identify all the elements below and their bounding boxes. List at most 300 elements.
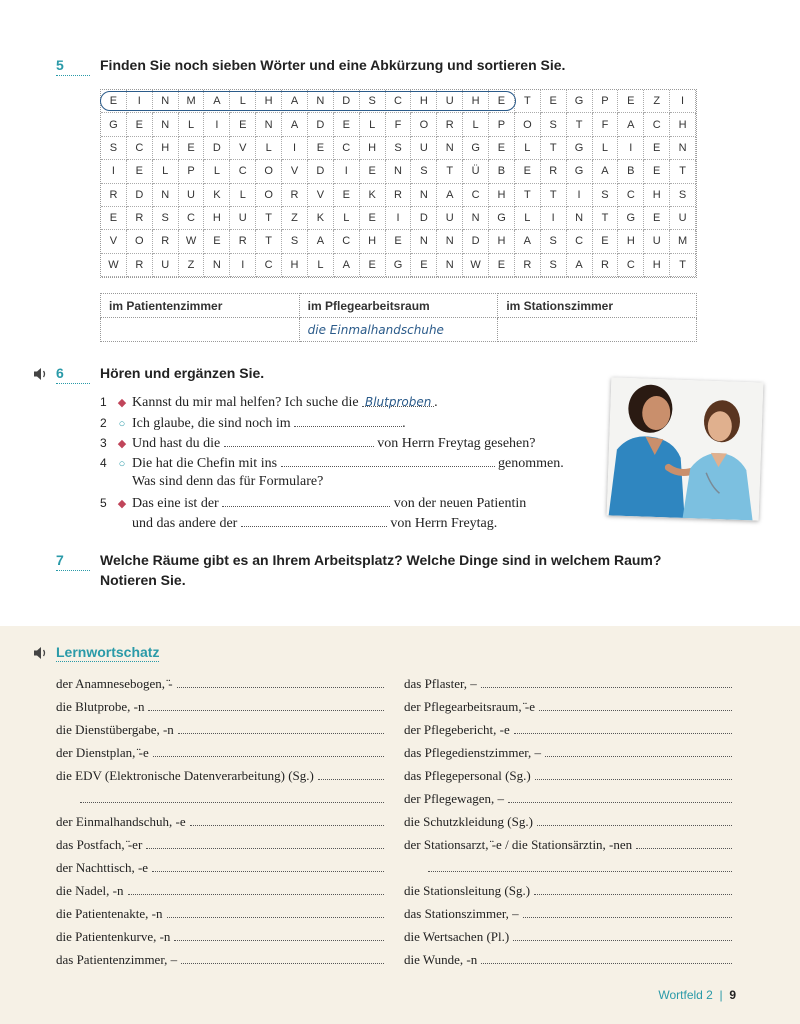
- grid-cell[interactable]: S: [101, 137, 127, 160]
- grid-cell[interactable]: P: [179, 160, 205, 183]
- blank-3[interactable]: [224, 432, 374, 447]
- grid-cell[interactable]: T: [670, 254, 696, 277]
- grid-cell[interactable]: E: [204, 230, 230, 253]
- grid-cell[interactable]: N: [437, 137, 463, 160]
- grid-cell[interactable]: S: [282, 230, 308, 253]
- grid-cell[interactable]: E: [515, 160, 541, 183]
- vocab-write-line[interactable]: [636, 847, 732, 849]
- grid-cell[interactable]: I: [670, 90, 696, 113]
- vocab-entry: [56, 922, 384, 945]
- vocab-write-line[interactable]: [167, 916, 385, 918]
- grid-cell[interactable]: E: [127, 113, 153, 136]
- grid-cell[interactable]: I: [541, 207, 567, 230]
- grid-cell[interactable]: T: [515, 184, 541, 207]
- grid-cell[interactable]: A: [282, 113, 308, 136]
- grid-cell[interactable]: Z: [179, 254, 205, 277]
- dialogue-line-5: 5 ◆ Das eine ist der von der neuen Patientin: [100, 492, 526, 514]
- grid-cell[interactable]: T: [515, 90, 541, 113]
- grid-cell[interactable]: I: [334, 160, 360, 183]
- vocab-write-line[interactable]: [539, 709, 732, 711]
- page-number: 9: [729, 988, 736, 1002]
- speaker-icon[interactable]: [33, 367, 49, 381]
- vocab-entry: [56, 945, 384, 968]
- grid-cell[interactable]: N: [411, 184, 437, 207]
- grid-cell[interactable]: R: [386, 184, 412, 207]
- vocab-entry: [56, 761, 384, 784]
- grid-cell[interactable]: A: [567, 254, 593, 277]
- grid-cell[interactable]: U: [411, 137, 437, 160]
- grid-cell[interactable]: L: [360, 113, 386, 136]
- vocab-write-line[interactable]: [178, 732, 384, 734]
- vocab-write-line[interactable]: [545, 755, 732, 757]
- grid-cell[interactable]: H: [644, 184, 670, 207]
- grid-cell[interactable]: V: [308, 184, 334, 207]
- grid-cell[interactable]: P: [593, 90, 619, 113]
- grid-cell[interactable]: H: [360, 137, 386, 160]
- grid-cell[interactable]: S: [153, 207, 179, 230]
- vocab-write-line[interactable]: [181, 962, 384, 964]
- grid-cell[interactable]: T: [670, 160, 696, 183]
- diamond-icon: ◆: [117, 438, 127, 450]
- grid-cell[interactable]: E: [179, 137, 205, 160]
- grid-cell[interactable]: G: [567, 90, 593, 113]
- dialogue-line-2: 2 ○ Ich glaube, die sind noch im .: [100, 412, 406, 434]
- grid-cell[interactable]: O: [256, 184, 282, 207]
- grid-cell[interactable]: H: [463, 90, 489, 113]
- grid-cell[interactable]: N: [153, 90, 179, 113]
- grid-cell[interactable]: S: [670, 184, 696, 207]
- grid-cell[interactable]: T: [541, 184, 567, 207]
- grid-cell[interactable]: I: [567, 184, 593, 207]
- grid-cell[interactable]: R: [127, 254, 153, 277]
- dialogue-line-5b: und das andere der von Herrn Freytag.: [100, 512, 497, 534]
- grid-cell[interactable]: U: [437, 207, 463, 230]
- vocab-write-line[interactable]: [514, 732, 732, 734]
- answer-cell-patientenzimmer[interactable]: [101, 318, 300, 342]
- vocab-term: die Wunde, -n: [404, 952, 478, 967]
- sort-table: [100, 293, 697, 342]
- vocab-write-line[interactable]: [128, 893, 384, 895]
- grid-cell[interactable]: O: [127, 230, 153, 253]
- grid-cell[interactable]: U: [644, 230, 670, 253]
- grid-cell[interactable]: C: [230, 160, 256, 183]
- grid-cell[interactable]: U: [437, 90, 463, 113]
- vocab-entry: [56, 715, 384, 738]
- grid-cell[interactable]: W: [101, 254, 127, 277]
- grid-cell[interactable]: E: [101, 90, 127, 113]
- diamond-icon: ◆: [117, 498, 127, 510]
- grid-cell[interactable]: I: [618, 137, 644, 160]
- grid-cell[interactable]: R: [541, 160, 567, 183]
- grid-cell[interactable]: I: [101, 160, 127, 183]
- grid-cell[interactable]: A: [618, 113, 644, 136]
- vocab-term: das Stationszimmer, –: [404, 906, 519, 921]
- vocab-entry: [56, 669, 384, 692]
- grid-cell[interactable]: A: [593, 160, 619, 183]
- blank-2[interactable]: [294, 412, 402, 427]
- grid-cell[interactable]: C: [256, 254, 282, 277]
- vocab-write-line[interactable]: [80, 801, 384, 803]
- grid-cell[interactable]: C: [618, 184, 644, 207]
- grid-cell[interactable]: T: [256, 230, 282, 253]
- vocab-term: die Nadel, -n: [56, 883, 124, 898]
- grid-cell[interactable]: C: [567, 230, 593, 253]
- grid-cell[interactable]: E: [411, 254, 437, 277]
- grid-cell[interactable]: H: [411, 90, 437, 113]
- grid-cell[interactable]: A: [308, 230, 334, 253]
- grid-cell[interactable]: D: [204, 137, 230, 160]
- grid-cell[interactable]: E: [644, 207, 670, 230]
- grid-cell[interactable]: E: [618, 90, 644, 113]
- vocab-term: das Pflegedienstzimmer, –: [404, 745, 542, 760]
- grid-cell[interactable]: K: [308, 207, 334, 230]
- grid-cell[interactable]: N: [411, 230, 437, 253]
- grid-cell[interactable]: C: [386, 90, 412, 113]
- exercise-7-title-line-1: Welche Räume gibt es an Ihrem Arbeitsplatz? Welche Dinge sind in welchem Raum?: [100, 552, 662, 568]
- grid-cell[interactable]: N: [437, 254, 463, 277]
- grid-cell[interactable]: E: [101, 207, 127, 230]
- footer-separator: |: [719, 988, 723, 1002]
- vocab-write-line[interactable]: [153, 755, 384, 757]
- grid-cell[interactable]: N: [463, 207, 489, 230]
- dialogue-line-4b: Was sind denn das für Formulare?: [132, 474, 324, 489]
- grid-cell[interactable]: I: [204, 113, 230, 136]
- vocab-write-line[interactable]: [152, 870, 384, 872]
- vocab-term: die Patientenakte, -n: [56, 906, 163, 921]
- grid-cell[interactable]: A: [282, 90, 308, 113]
- vocab-write-line[interactable]: [174, 939, 384, 941]
- grid-cell[interactable]: W: [179, 230, 205, 253]
- grid-cell[interactable]: N: [670, 137, 696, 160]
- grid-cell[interactable]: B: [489, 160, 515, 183]
- grid-cell[interactable]: M: [179, 90, 205, 113]
- vocab-entry: [404, 715, 732, 738]
- vocabulary-list-right: [404, 669, 732, 968]
- grid-cell[interactable]: F: [593, 113, 619, 136]
- grid-cell[interactable]: Ü: [463, 160, 489, 183]
- vocab-write-line[interactable]: [534, 893, 732, 895]
- exercise-7-title-line-2: Notieren Sie.: [100, 572, 186, 588]
- grid-cell[interactable]: C: [179, 207, 205, 230]
- vocab-entry: [404, 922, 732, 945]
- answer-cell-stationszimmer[interactable]: [498, 318, 697, 342]
- grid-cell[interactable]: G: [463, 137, 489, 160]
- vocab-write-line[interactable]: [523, 916, 732, 918]
- grid-cell[interactable]: S: [593, 184, 619, 207]
- grid-cell[interactable]: L: [179, 113, 205, 136]
- grid-cell[interactable]: I: [386, 207, 412, 230]
- grid-cell[interactable]: L: [308, 254, 334, 277]
- vocabulary-list-left: [56, 669, 384, 968]
- circle-icon: ○: [118, 458, 126, 470]
- vocab-write-line[interactable]: [481, 686, 732, 688]
- grid-cell[interactable]: U: [179, 184, 205, 207]
- exercise-5-title: Finden Sie noch sieben Wörter und eine Abkürzung und sortieren Sie.: [100, 57, 566, 73]
- vocab-write-line[interactable]: [146, 847, 384, 849]
- vocab-entry: [404, 899, 732, 922]
- vocab-write-line[interactable]: [535, 778, 732, 780]
- col-header-pflegearbeitsraum: im Pflegearbeitsraum: [299, 294, 498, 318]
- grid-cell[interactable]: N: [153, 113, 179, 136]
- grid-cell[interactable]: D: [334, 90, 360, 113]
- grid-cell[interactable]: O: [515, 113, 541, 136]
- grid-cell[interactable]: H: [644, 254, 670, 277]
- grid-cell[interactable]: S: [360, 90, 386, 113]
- grid-cell[interactable]: H: [282, 254, 308, 277]
- grid-cell[interactable]: L: [230, 90, 256, 113]
- handwritten-answer: die Einmalhandschuhe: [307, 322, 444, 337]
- blank-5[interactable]: [222, 492, 390, 507]
- grid-cell[interactable]: E: [489, 90, 515, 113]
- grid-cell[interactable]: E: [360, 254, 386, 277]
- grid-cell[interactable]: E: [386, 230, 412, 253]
- grid-cell[interactable]: H: [489, 184, 515, 207]
- vocab-term: der Anamnesebogen, ̈-: [56, 676, 173, 691]
- answer-cell-pflegearbeitsraum[interactable]: [299, 318, 498, 342]
- grid-cell[interactable]: L: [256, 137, 282, 160]
- vocab-write-line[interactable]: [177, 686, 384, 688]
- grid-cell[interactable]: N: [308, 90, 334, 113]
- grid-cell[interactable]: C: [618, 254, 644, 277]
- grid-cell[interactable]: U: [670, 207, 696, 230]
- grid-cell[interactable]: L: [515, 137, 541, 160]
- grid-cell[interactable]: R: [127, 207, 153, 230]
- grid-cell[interactable]: H: [153, 137, 179, 160]
- grid-cell[interactable]: B: [618, 160, 644, 183]
- grid-cell[interactable]: S: [386, 137, 412, 160]
- grid-cell[interactable]: S: [541, 254, 567, 277]
- grid-cell[interactable]: E: [593, 230, 619, 253]
- grid-cell[interactable]: R: [153, 230, 179, 253]
- grid-cell[interactable]: T: [437, 160, 463, 183]
- grid-cell[interactable]: I: [127, 90, 153, 113]
- grid-cell[interactable]: K: [360, 184, 386, 207]
- grid-cell[interactable]: C: [127, 137, 153, 160]
- grid-cell[interactable]: N: [386, 160, 412, 183]
- grid-cell[interactable]: D: [127, 184, 153, 207]
- vocab-entry: [404, 830, 732, 853]
- grid-cell[interactable]: G: [567, 160, 593, 183]
- vocab-entry: [404, 945, 732, 968]
- grid-cell[interactable]: U: [153, 254, 179, 277]
- vocab-entry: [404, 692, 732, 715]
- vocab-term: das Pflaster, –: [404, 676, 477, 691]
- circle-icon: ○: [118, 418, 126, 430]
- grid-cell[interactable]: E: [489, 254, 515, 277]
- grid-cell[interactable]: E: [541, 90, 567, 113]
- vocab-entry: [56, 807, 384, 830]
- word-search-grid[interactable]: [100, 89, 697, 278]
- grid-cell[interactable]: H: [489, 230, 515, 253]
- grid-cell[interactable]: O: [256, 160, 282, 183]
- vocab-term: der Pflegebericht, -e: [404, 722, 510, 737]
- vocab-entry: [404, 761, 732, 784]
- grid-cell[interactable]: G: [386, 254, 412, 277]
- vocab-term: der Pflegewagen, –: [404, 791, 504, 806]
- vocab-entry: [56, 853, 384, 876]
- vocab-entry: [56, 738, 384, 761]
- grid-cell[interactable]: G: [567, 137, 593, 160]
- grid-cell[interactable]: R: [437, 113, 463, 136]
- grid-cell[interactable]: V: [282, 160, 308, 183]
- grid-cell[interactable]: E: [127, 160, 153, 183]
- grid-cell[interactable]: E: [360, 160, 386, 183]
- grid-cell[interactable]: N: [567, 207, 593, 230]
- vocabulary-title: Lernwortschatz: [56, 644, 160, 660]
- grid-cell[interactable]: V: [101, 230, 127, 253]
- vocab-term: das Postfach, ̈-er: [56, 837, 143, 852]
- grid-cell[interactable]: D: [463, 230, 489, 253]
- vocab-write-line[interactable]: [318, 778, 384, 780]
- grid-cell[interactable]: G: [101, 113, 127, 136]
- vocab-entry: [56, 692, 384, 715]
- grid-cell[interactable]: S: [541, 113, 567, 136]
- dialogue-line-4: 4 ○ Die hat die Chefin mit ins genommen.: [100, 452, 564, 474]
- grid-cell[interactable]: R: [282, 184, 308, 207]
- dialogue-line-3: 3 ◆ Und hast du die von Herrn Freytag gesehen?: [100, 432, 535, 454]
- vocab-term: der Dienstplan, ̈-e: [56, 745, 149, 760]
- grid-cell[interactable]: H: [204, 207, 230, 230]
- grid-cell[interactable]: D: [308, 113, 334, 136]
- vocab-entry: [404, 784, 732, 807]
- dialogue-line-1: 1 ◆ Kannst du mir mal helfen? Ich suche die Blutproben .: [100, 392, 438, 413]
- col-header-patientenzimmer: im Patientenzimmer: [101, 294, 300, 318]
- grid-cell[interactable]: L: [153, 160, 179, 183]
- grid-cell[interactable]: Z: [644, 90, 670, 113]
- grid-cell[interactable]: V: [230, 137, 256, 160]
- grid-cell[interactable]: H: [618, 230, 644, 253]
- grid-cell[interactable]: L: [204, 160, 230, 183]
- exercise-6-number: 6: [56, 365, 90, 384]
- speaker-icon[interactable]: [33, 646, 49, 660]
- vocab-entry: [404, 669, 732, 692]
- grid-cell[interactable]: D: [308, 160, 334, 183]
- grid-cell[interactable]: A: [204, 90, 230, 113]
- vocab-entry: [56, 899, 384, 922]
- grid-cell[interactable]: O: [411, 113, 437, 136]
- grid-cell[interactable]: R: [515, 254, 541, 277]
- grid-cell[interactable]: C: [334, 137, 360, 160]
- vocab-term: der Nachttisch, -e: [56, 860, 149, 875]
- vocab-term: die Blutprobe, -n: [56, 699, 145, 714]
- grid-cell[interactable]: E: [644, 137, 670, 160]
- vocab-term: die Wertsachen (Pl.): [404, 929, 510, 944]
- vocab-entry: [404, 876, 732, 899]
- vocab-write-line[interactable]: [513, 939, 732, 941]
- vocab-write-line[interactable]: [428, 870, 732, 872]
- grid-cell[interactable]: I: [282, 137, 308, 160]
- vocab-term: der Pflegearbeitsraum, ̈-e: [404, 699, 536, 714]
- vocab-entry: [404, 853, 732, 876]
- grid-cell[interactable]: A: [334, 254, 360, 277]
- vocab-term: die Patientenkurve, -n: [56, 929, 171, 944]
- grid-cell[interactable]: H: [360, 230, 386, 253]
- exercise-5-number: 5: [56, 57, 90, 76]
- blank-6[interactable]: [241, 512, 387, 527]
- page-footer: [658, 988, 736, 1002]
- grid-cell[interactable]: I: [230, 254, 256, 277]
- grid-cell[interactable]: R: [101, 184, 127, 207]
- nurses-photo: [607, 377, 764, 520]
- grid-cell[interactable]: E: [334, 113, 360, 136]
- grid-cell[interactable]: L: [593, 137, 619, 160]
- vocab-write-line[interactable]: [481, 962, 732, 964]
- grid-cell[interactable]: M: [670, 230, 696, 253]
- vocab-write-line[interactable]: [148, 709, 384, 711]
- grid-cell[interactable]: N: [153, 184, 179, 207]
- grid-cell[interactable]: A: [515, 230, 541, 253]
- grid-cell[interactable]: F: [386, 113, 412, 136]
- grid-cell[interactable]: C: [644, 113, 670, 136]
- vocab-term: die Stationsleitung (Sg.): [404, 883, 531, 898]
- grid-cell[interactable]: Z: [282, 207, 308, 230]
- exercise-7-number: 7: [56, 552, 90, 571]
- grid-cell[interactable]: T: [541, 137, 567, 160]
- grid-cell[interactable]: T: [567, 113, 593, 136]
- grid-cell[interactable]: E: [489, 137, 515, 160]
- grid-cell[interactable]: S: [541, 230, 567, 253]
- vocab-term: die Schutzkleidung (Sg.): [404, 814, 533, 829]
- grid-cell[interactable]: E: [308, 137, 334, 160]
- grid-cell[interactable]: R: [593, 254, 619, 277]
- vocab-term: der Stationsarzt, ̈-e / die Stationsärztin, -nen: [404, 837, 633, 852]
- grid-cell[interactable]: T: [256, 207, 282, 230]
- vocab-entry: [56, 830, 384, 853]
- grid-cell[interactable]: P: [489, 113, 515, 136]
- grid-cell[interactable]: N: [437, 230, 463, 253]
- grid-cell[interactable]: L: [334, 207, 360, 230]
- grid-cell[interactable]: E: [360, 207, 386, 230]
- blank-1[interactable]: Blutproben: [362, 392, 434, 407]
- grid-cell[interactable]: L: [230, 184, 256, 207]
- footer-section: Wortfeld 2: [658, 988, 713, 1002]
- grid-cell[interactable]: G: [618, 207, 644, 230]
- grid-cell[interactable]: C: [463, 184, 489, 207]
- vocab-write-line[interactable]: [190, 824, 384, 826]
- grid-cell[interactable]: N: [204, 254, 230, 277]
- vocab-write-line[interactable]: [508, 801, 732, 803]
- grid-cell[interactable]: R: [230, 230, 256, 253]
- vocab-write-line[interactable]: [537, 824, 732, 826]
- grid-cell[interactable]: D: [411, 207, 437, 230]
- grid-cell[interactable]: H: [256, 90, 282, 113]
- vocab-term: das Patientenzimmer, –: [56, 952, 178, 967]
- grid-cell[interactable]: N: [256, 113, 282, 136]
- vocab-entry: [56, 876, 384, 899]
- grid-cell[interactable]: U: [230, 207, 256, 230]
- blank-4[interactable]: [281, 452, 495, 467]
- vocab-term: die EDV (Elektronische Datenverarbeitung) (Sg.): [56, 768, 314, 783]
- vocab-term: das Pflegepersonal (Sg.): [404, 768, 531, 783]
- grid-cell[interactable]: G: [489, 207, 515, 230]
- grid-cell[interactable]: L: [515, 207, 541, 230]
- grid-cell[interactable]: E: [230, 113, 256, 136]
- grid-cell[interactable]: W: [463, 254, 489, 277]
- grid-cell[interactable]: E: [334, 184, 360, 207]
- grid-cell[interactable]: H: [670, 113, 696, 136]
- vocab-term: der Einmalhandschuh, -e: [56, 814, 186, 829]
- vocab-entry: [404, 738, 732, 761]
- grid-cell[interactable]: L: [463, 113, 489, 136]
- grid-cell[interactable]: T: [593, 207, 619, 230]
- grid-cell[interactable]: A: [437, 184, 463, 207]
- col-header-stationszimmer: im Stationszimmer: [498, 294, 697, 318]
- grid-cell[interactable]: E: [644, 160, 670, 183]
- grid-cell[interactable]: K: [204, 184, 230, 207]
- grid-cell[interactable]: S: [411, 160, 437, 183]
- grid-cell[interactable]: C: [334, 230, 360, 253]
- exercise-6-title: Hören und ergänzen Sie.: [100, 365, 265, 381]
